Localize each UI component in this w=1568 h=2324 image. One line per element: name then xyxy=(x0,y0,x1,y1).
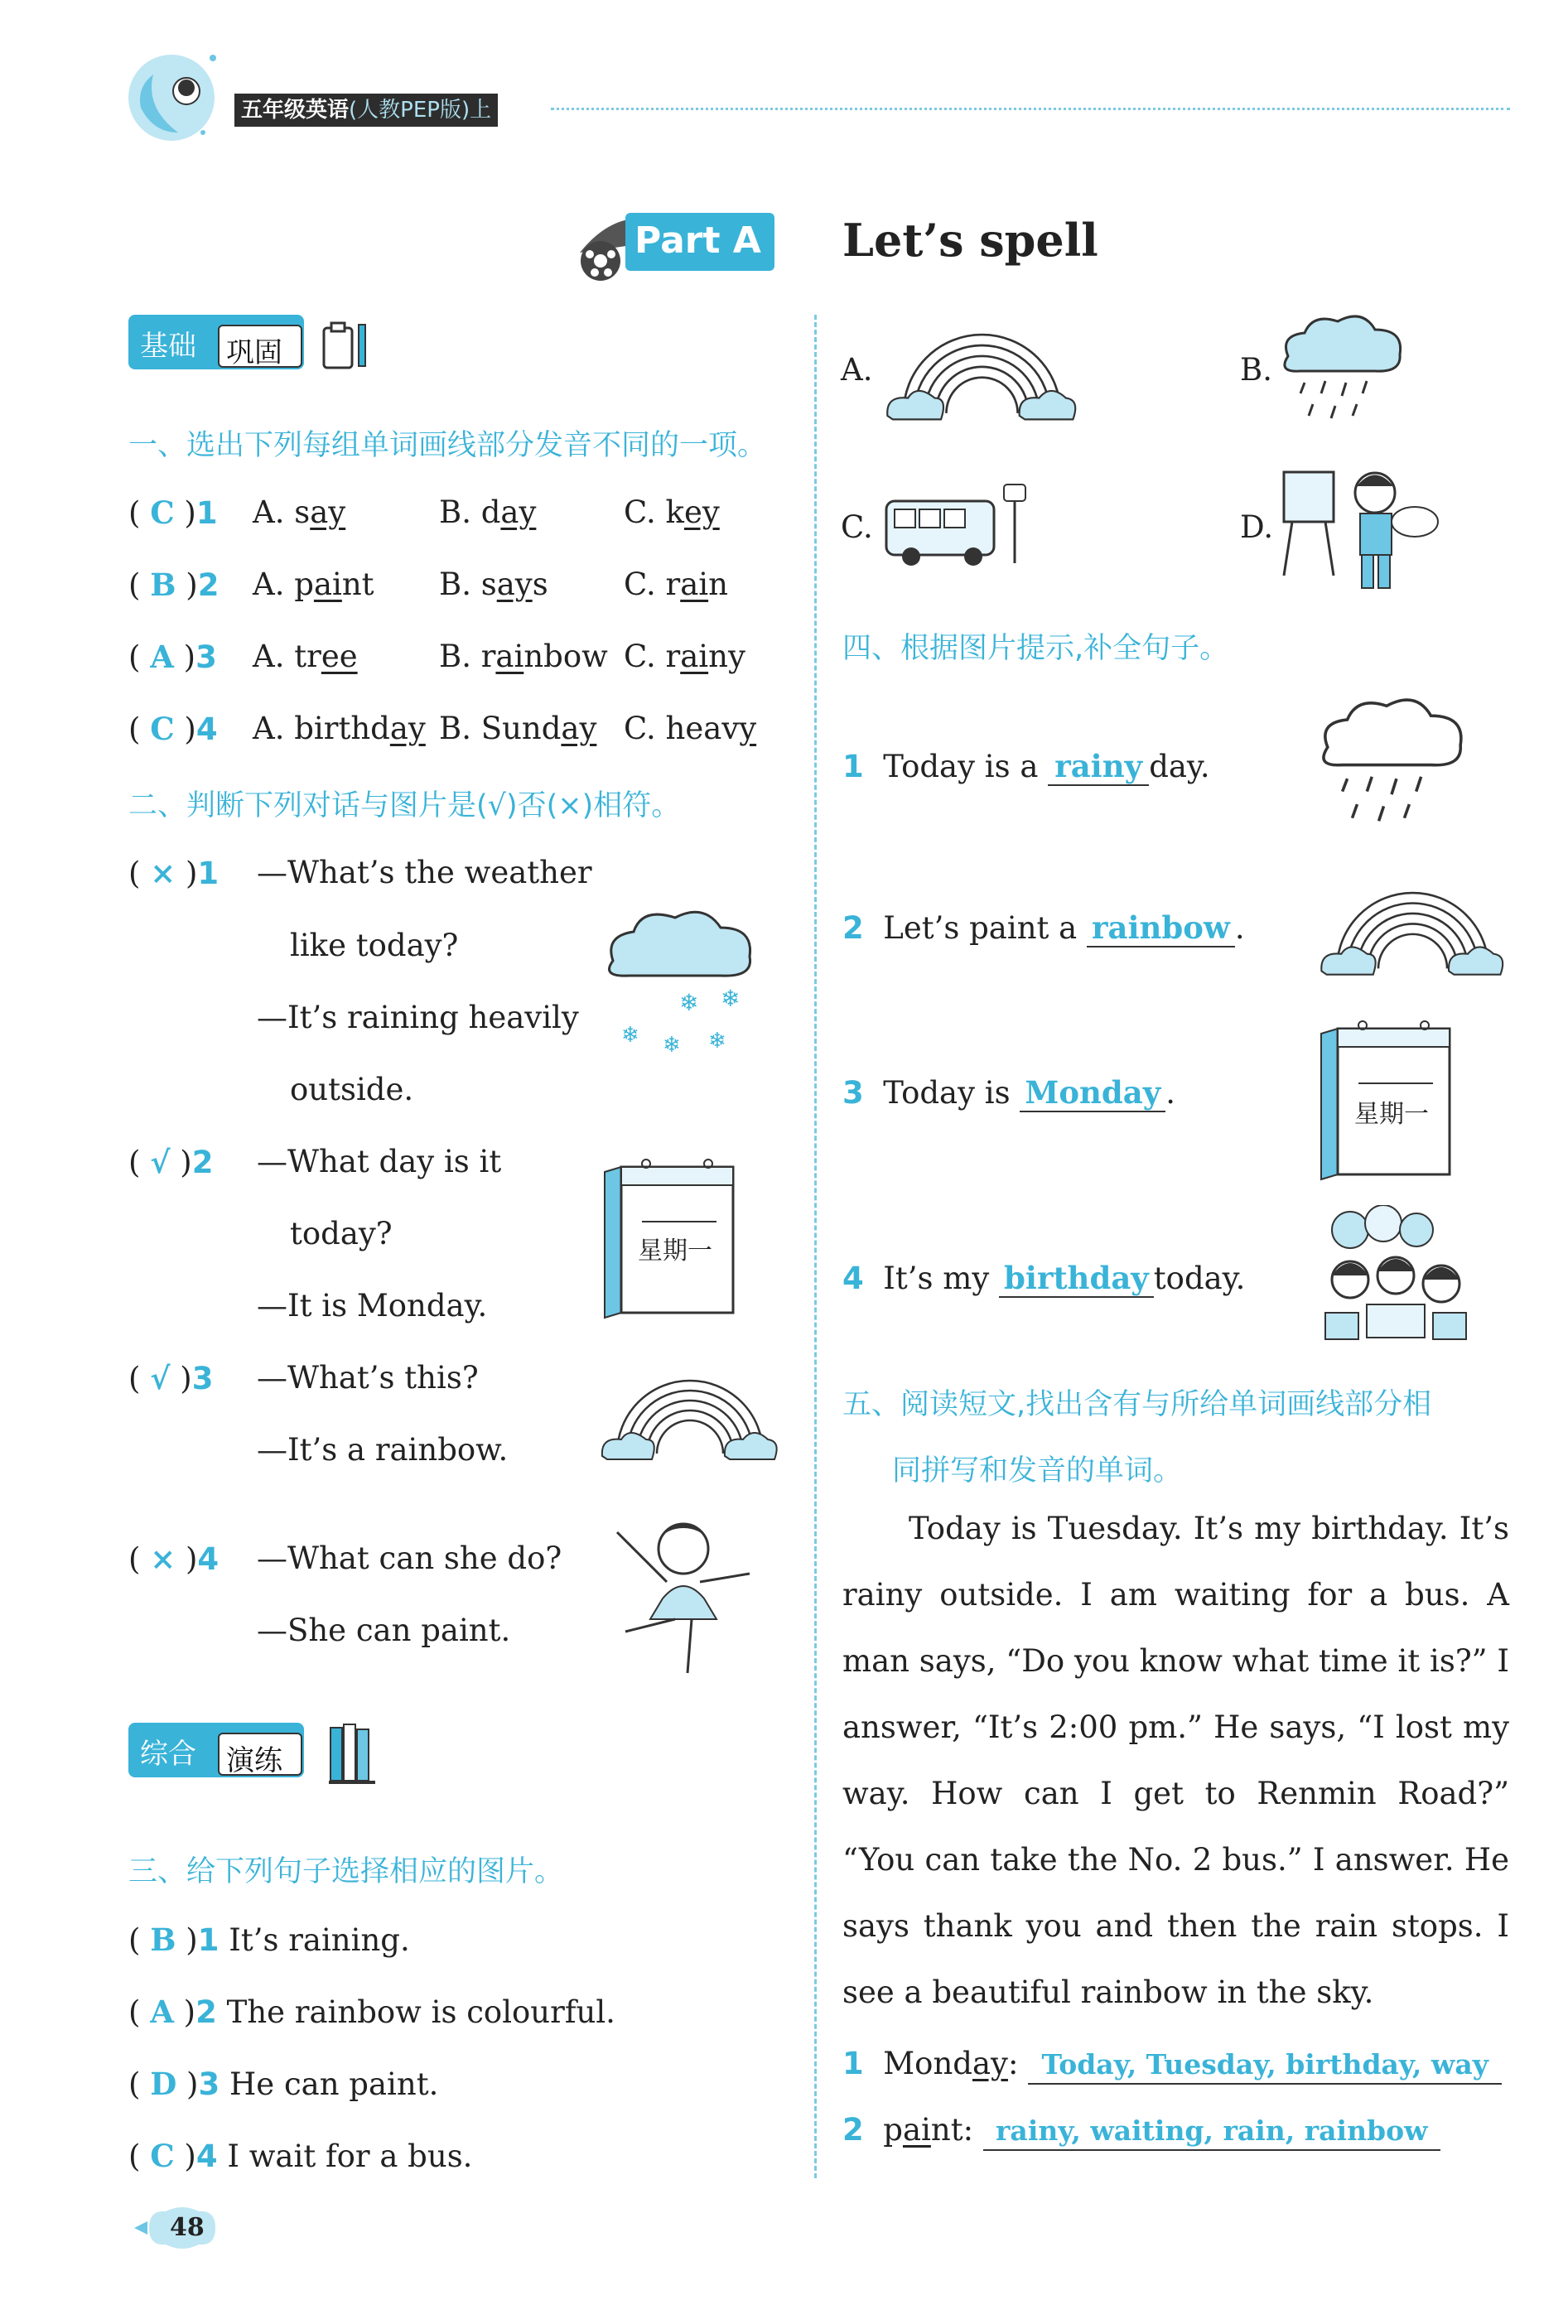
opt-c: C. xyxy=(624,494,666,530)
q4-item-4 xyxy=(842,1260,1245,1298)
q4-answer-2: rainbow xyxy=(1087,909,1235,947)
q3-item-1: ( B )1 It’s raining. xyxy=(128,1921,410,1958)
word: n xyxy=(708,567,728,602)
q1-2-b xyxy=(439,567,548,603)
word: Sund xyxy=(480,711,562,746)
q5-word-1: Mond xyxy=(883,2046,972,2081)
q2-1-line4: outside. xyxy=(290,1072,414,1107)
q4-item-3 xyxy=(842,1074,1175,1112)
q4-post-2: . xyxy=(1234,910,1245,946)
q5-num-1: 1 xyxy=(842,2046,864,2081)
opt-b: B. xyxy=(439,567,481,602)
colon: : xyxy=(963,2112,974,2148)
word: ny xyxy=(708,639,745,674)
pic-label-d: D. xyxy=(1240,509,1274,545)
q5-item-2 xyxy=(842,2112,1440,2151)
rainbow-icon-2 xyxy=(1317,870,1508,981)
word: r xyxy=(665,567,681,602)
section-title: Let’s spell xyxy=(842,214,1098,267)
q2-answer-4: × xyxy=(150,1540,176,1577)
badge-practice xyxy=(128,1723,304,1787)
opt-b: B. xyxy=(439,494,481,530)
clipboard-icon xyxy=(317,316,375,374)
q2-item-2: ( √ )2 xyxy=(128,1144,214,1180)
q2-4-line2: —She can paint. xyxy=(257,1613,511,1648)
q3-text-2: The rainbow is colourful. xyxy=(226,1994,615,2030)
q5-word-1-underlined: ay xyxy=(972,2046,1008,2081)
underlined: ai xyxy=(495,639,524,674)
q3-text-4: I wait for a bus. xyxy=(227,2138,473,2174)
word: r xyxy=(665,639,681,674)
q3-answer-1: B xyxy=(150,1921,176,1958)
q1-num-2: 2 xyxy=(197,567,220,603)
q2-num-3: 3 xyxy=(191,1361,214,1396)
rain-cloud-picture-b xyxy=(1276,306,1408,431)
q2-1-line2: like today? xyxy=(290,928,459,963)
q5-item-1 xyxy=(842,2046,1502,2085)
header-dotted-line xyxy=(551,108,1510,110)
svg-text:❄: ❄ xyxy=(721,985,741,1012)
q4-pre-4: It’s my xyxy=(883,1261,1000,1296)
underlined: ay xyxy=(496,567,533,602)
q1-num-4: 4 xyxy=(195,711,218,747)
q2-1-line1: —What’s the weather xyxy=(257,855,592,890)
q3-num-4: 4 xyxy=(195,2138,218,2174)
q1-3-c xyxy=(624,639,745,675)
word: s xyxy=(532,567,548,602)
q5-heading-line2: 同拼写和发音的单词。 xyxy=(892,1454,1183,1487)
q2-heading: 二、判断下列对话与图片是(√)否(×)相符。 xyxy=(128,789,681,822)
underlined: ai xyxy=(313,567,342,602)
colon: : xyxy=(1007,2046,1019,2081)
q2-item-1: ( × )1 xyxy=(128,855,220,891)
badge-practice-sub: 演练 xyxy=(226,1744,282,1777)
q3-heading: 三、给下列句子选择相应的图片。 xyxy=(128,1855,564,1888)
q4-pre-2: Let’s paint a xyxy=(883,910,1087,946)
q3-num-1: 1 xyxy=(197,1922,220,1958)
header-title-box xyxy=(234,94,498,127)
q2-answer-2: √ xyxy=(150,1144,171,1180)
calendar-icon-2 xyxy=(1317,1017,1454,1183)
underlined: ay xyxy=(310,494,346,530)
opt-c: C. xyxy=(624,711,666,746)
q2-answer-1: × xyxy=(150,855,176,891)
opt-b: B. xyxy=(439,639,481,674)
q4-num-3: 3 xyxy=(842,1075,864,1111)
q3-item-4: ( C )4 I wait for a bus. xyxy=(128,2138,473,2174)
q2-num-1: 1 xyxy=(197,856,220,891)
q3-item-3: ( D )3 He can paint. xyxy=(128,2066,439,2102)
opt-b: B. xyxy=(439,711,481,746)
q2-2-line2: today? xyxy=(290,1216,393,1251)
opt-a: A. xyxy=(253,494,295,530)
pic-label-a: A. xyxy=(841,352,873,388)
word: p xyxy=(294,567,314,602)
snow-cloud-icon xyxy=(596,894,762,1060)
q1-answer-2: B xyxy=(150,567,176,603)
opt-c: C. xyxy=(624,639,666,674)
q1-4-b xyxy=(439,711,596,747)
rainbow-picture-a xyxy=(882,311,1081,427)
q4-post-1: day. xyxy=(1149,749,1210,784)
page-number-badge xyxy=(133,2203,232,2253)
calendar-text: 星期一 xyxy=(638,1237,712,1266)
q1-2-c xyxy=(624,567,728,603)
q3-answer-4: C xyxy=(150,2138,175,2174)
q4-answer-4: birthday xyxy=(999,1260,1154,1298)
opt-a: A. xyxy=(253,567,295,602)
q1-item-1: ( C )1 xyxy=(128,494,218,531)
opt-a: A. xyxy=(253,711,295,746)
q1-1-a xyxy=(253,494,345,531)
column-divider xyxy=(814,315,817,2178)
underlined: ai xyxy=(680,567,709,602)
q5-answer-2: rainy, waiting, rain, rainbow xyxy=(983,2113,1440,2151)
q1-4-a xyxy=(253,711,426,747)
underlined: ee xyxy=(321,639,358,674)
q3-num-3: 3 xyxy=(198,2066,220,2102)
page-number: 48 xyxy=(170,2213,205,2242)
painter-picture-d xyxy=(1276,460,1441,592)
calendar-text-2: 星期一 xyxy=(1354,1100,1429,1129)
underlined: ay xyxy=(561,711,597,746)
q1-item-4: ( C )4 xyxy=(128,711,218,747)
q2-num-2: 2 xyxy=(191,1145,214,1180)
word: s xyxy=(294,494,311,530)
q1-heading: 一、选出下列每组单词画线部分发音不同的一项。 xyxy=(128,429,767,462)
part-label: Part A xyxy=(634,219,761,262)
q2-2-line1: —What day is it xyxy=(257,1144,502,1179)
q4-num-1: 1 xyxy=(842,749,864,784)
reading-passage: Today is Tuesday. It’s my birthday. It’s rainy outside. I am waiting for a bus. A man says, “Do you know what time it is?” I answer, “It’s 2:00 pm.” He says, “I lost my way. How can I get to Renmin Road?” “You can take the No. 2 bus.” I answer. He says thank you and then the rain stops. I see a beautiful rainbow in the sky. xyxy=(842,1511,1509,2010)
q3-text-1: It’s raining. xyxy=(229,1922,410,1958)
q4-num-2: 2 xyxy=(842,910,864,946)
svg-text:❄: ❄ xyxy=(679,989,699,1016)
q4-heading: 四、根据图片提示,补全句子。 xyxy=(842,632,1229,665)
word: s xyxy=(480,567,497,602)
q4-post-4: today. xyxy=(1153,1261,1246,1296)
q1-4-c xyxy=(624,711,756,747)
word: nt xyxy=(341,567,374,602)
q4-pre-1: Today is a xyxy=(883,749,1049,784)
q2-3-line1: —What’s this? xyxy=(257,1360,479,1396)
q1-3-a xyxy=(253,639,358,675)
pic-label-b: B. xyxy=(1240,352,1272,388)
q1-1-b xyxy=(439,494,536,531)
q3-answer-3: D xyxy=(150,2066,177,2102)
bus-picture-c xyxy=(878,480,1044,571)
word: r xyxy=(480,639,496,674)
q1-item-2: ( B )2 xyxy=(128,567,220,603)
badge-practice-label: 综合 xyxy=(140,1738,196,1771)
q3-text-3: He can paint. xyxy=(229,2066,439,2102)
header-logo xyxy=(120,41,228,149)
underlined: y xyxy=(739,711,757,746)
svg-text:❄: ❄ xyxy=(663,1033,681,1058)
q5-heading-line1: 五、阅读短文,找出含有与所给单词画线部分相 xyxy=(842,1388,1432,1421)
q4-pre-3: Today is xyxy=(883,1075,1020,1111)
q2-num-4: 4 xyxy=(197,1541,220,1577)
badge-basic xyxy=(128,315,304,379)
q1-answer-3: A xyxy=(150,639,174,675)
word: birthd xyxy=(294,711,390,746)
pic-label-c: C. xyxy=(841,509,873,545)
word: tr xyxy=(294,639,321,674)
q2-item-4: ( × )4 xyxy=(128,1540,220,1577)
calendar-icon xyxy=(601,1155,737,1321)
q4-item-2 xyxy=(842,909,1245,947)
q3-num-2: 2 xyxy=(195,1994,217,2030)
opt-c: C. xyxy=(624,567,666,602)
q5-word-2: p xyxy=(883,2112,903,2148)
q1-2-a xyxy=(253,567,374,603)
q2-2-line3: —It is Monday. xyxy=(257,1288,488,1324)
books-icon xyxy=(327,1721,382,1784)
svg-text:❄: ❄ xyxy=(708,1029,726,1054)
underlined: ey xyxy=(683,494,720,530)
badge-basic-label: 基础 xyxy=(140,330,196,363)
q2-4-line1: —What can she do? xyxy=(257,1540,562,1576)
book-title: 五年级英语 xyxy=(241,98,350,123)
rainbow-icon xyxy=(601,1358,779,1466)
q4-answer-1: rainy xyxy=(1048,748,1149,786)
q1-1-c xyxy=(624,494,720,531)
q2-3-line2: —It’s a rainbow. xyxy=(257,1432,509,1468)
q4-post-3: . xyxy=(1165,1075,1176,1111)
q4-item-1 xyxy=(842,748,1210,786)
q2-1-line3: —It’s raining heavily xyxy=(257,1000,579,1035)
q1-item-3: ( A )3 xyxy=(128,639,217,675)
q5-word-2-underlined: ai xyxy=(902,2112,931,2148)
part-a-badge xyxy=(563,203,779,282)
q2-item-3: ( √ )3 xyxy=(128,1360,214,1396)
q1-answer-1: C xyxy=(150,494,175,531)
q3-answer-2: A xyxy=(150,1994,174,2030)
ballet-girl-icon xyxy=(601,1507,758,1681)
q5-num-2: 2 xyxy=(842,2112,864,2148)
q4-num-4: 4 xyxy=(842,1261,864,1296)
q1-num-3: 3 xyxy=(195,639,217,675)
q2-answer-3: √ xyxy=(150,1360,171,1396)
q1-answer-4: C xyxy=(150,711,175,747)
q1-3-b xyxy=(439,639,608,675)
svg-text:❄: ❄ xyxy=(621,1023,639,1048)
q3-item-2: ( A )2 The rainbow is colourful. xyxy=(128,1994,615,2030)
birthday-party-icon xyxy=(1317,1205,1474,1346)
q5-word-2-end: nt xyxy=(930,2112,963,2148)
underlined: ay xyxy=(500,494,537,530)
book-edition: (人教PEP版)上 xyxy=(349,98,492,123)
q1-num-1: 1 xyxy=(195,495,218,531)
badge-basic-sub: 巩固 xyxy=(226,336,282,369)
underlined: ai xyxy=(680,639,709,674)
word: k xyxy=(665,494,684,530)
opt-a: A. xyxy=(253,639,295,674)
rain-cloud-icon xyxy=(1313,687,1470,837)
word: nbow xyxy=(523,639,608,674)
underlined: ay xyxy=(389,711,426,746)
word: d xyxy=(480,494,501,530)
word: heav xyxy=(665,711,740,746)
q4-answer-3: Monday xyxy=(1020,1074,1165,1112)
q5-answer-1: Today, Tuesday, birthday, way xyxy=(1028,2047,1502,2085)
